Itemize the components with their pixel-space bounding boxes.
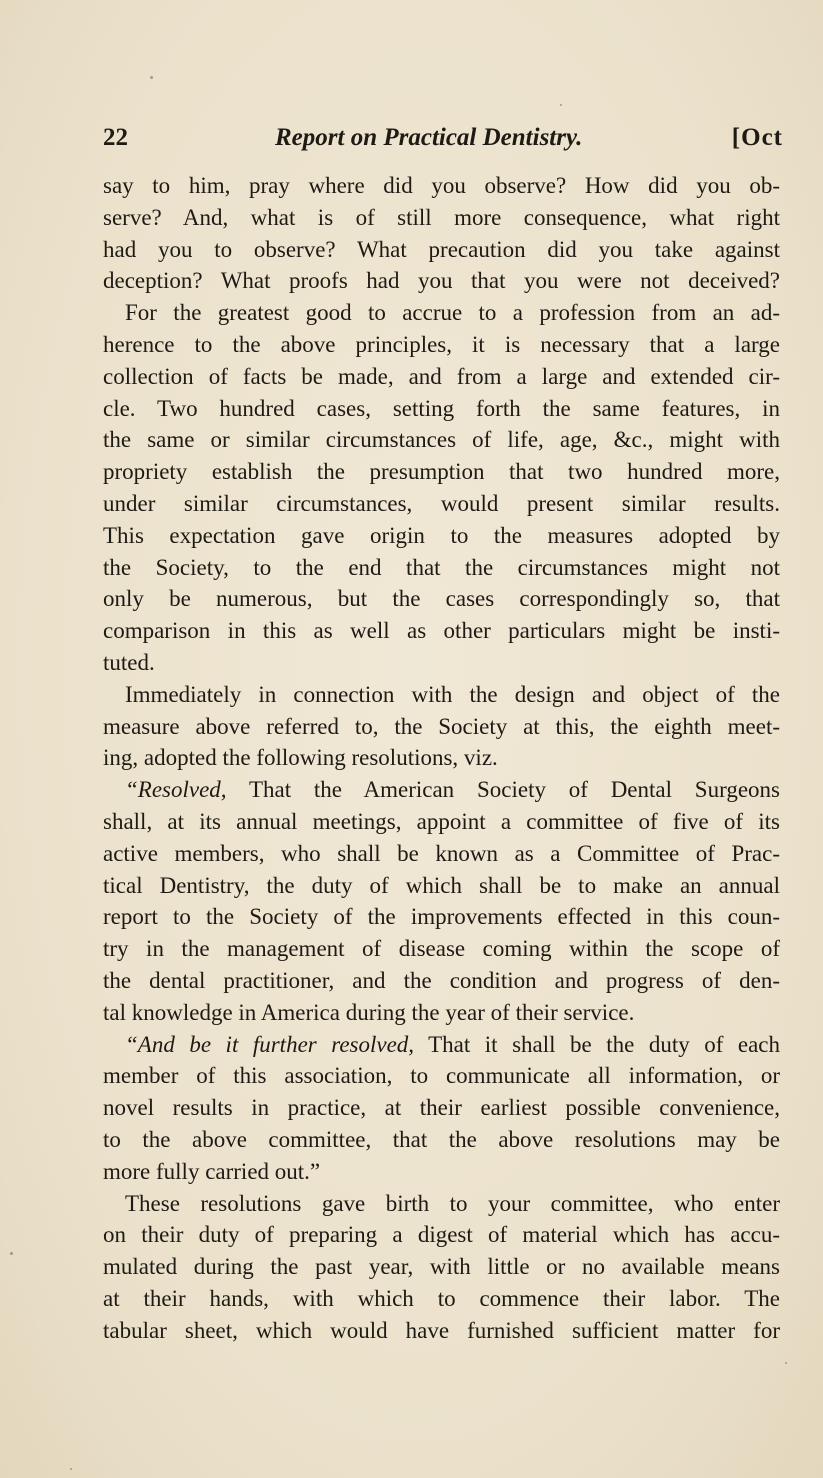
text-line: shall, at its annual meetings, appoint a committee of five of its <box>103 808 780 834</box>
text-line: cle. Two hundred cases, setting forth the same features, in <box>103 395 780 421</box>
text-line: measure above referred to, the Society at this, the eighth meet- <box>103 713 780 739</box>
text-line: to the above committee, that the above resolutions may be <box>103 1126 780 1152</box>
text-line: ing, adopted the following resolutions, viz. <box>103 745 498 771</box>
text-line: try in the management of disease coming within the scope of <box>103 936 780 962</box>
text-line: under similar circumstances, would present similar results. <box>103 490 780 516</box>
text-line: Immediately in connection with the design and object of the <box>125 681 780 707</box>
paper-speck <box>70 1468 72 1470</box>
text-line: This expectation gave origin to the measures adopted by <box>103 522 780 548</box>
text-line: herence to the above principles, it is necessary that a large <box>103 331 780 357</box>
text-line: tical Dentistry, the duty of which shall be to make an annual <box>103 872 780 898</box>
running-header <box>103 124 783 164</box>
text-line: active members, who shall be known as a Committee of Prac- <box>103 840 780 866</box>
text-line: propriety establish the presumption that two hundred more, <box>103 459 780 485</box>
text-line: at their hands, with which to commence their labor. The <box>103 1285 780 1311</box>
text-line: say to him, pray where did you observe? How did you ob- <box>103 173 780 198</box>
italic-lead: “And be it further resolved, <box>125 1031 415 1057</box>
text-line-rest: That it shall be the duty of each <box>414 1031 780 1057</box>
italic-lead: “Resolved, <box>125 777 227 803</box>
text-line: more fully carried out.” <box>103 1158 321 1184</box>
text-line: comparison in this as well as other particulars might be insti- <box>103 618 780 644</box>
text-line: novel results in practice, at their earliest possible convenience, <box>103 1095 780 1121</box>
text-line: report to the Society of the improvements effected in this coun- <box>103 904 780 930</box>
text-line: the Society, to the end that the circumstances might not <box>103 554 780 580</box>
text-line: on their duty of preparing a digest of material which has accu- <box>103 1222 780 1248</box>
text-line: serve? And, what is of still more consequence, what right <box>103 204 780 230</box>
paragraph <box>103 679 780 774</box>
text-line <box>103 774 780 806</box>
page-number: 22 <box>103 124 128 151</box>
text-line: only be numerous, but the cases correspondingly so, that <box>103 586 780 612</box>
resolution-paragraph <box>103 1029 780 1188</box>
text-line: For the greatest good to accrue to a profession from an ad- <box>125 300 780 326</box>
paper-speck <box>150 76 153 79</box>
text-line: the same or similar circumstances of life, age, &c., might with <box>103 427 780 453</box>
text-line: collection of facts be made, and from a large and extended cir- <box>103 363 780 389</box>
body-text <box>103 170 780 1346</box>
text-line: the dental practitioner, and the condition and progress of den- <box>103 967 780 993</box>
text-line: had you to observe? What precaution did you take against <box>103 236 780 262</box>
resolution-paragraph <box>103 774 780 1028</box>
text-line: member of this association, to communicate all information, or <box>103 1063 780 1089</box>
text-line: mulated during the past year, with little or no available means <box>103 1254 780 1280</box>
text-line <box>103 1029 780 1061</box>
paragraph <box>103 1188 780 1347</box>
text-line: deception? What proofs had you that you were not deceived? <box>103 268 780 294</box>
paper-speck <box>785 1362 787 1364</box>
text-line: tuted. <box>103 649 155 675</box>
running-month: [Oct <box>731 124 783 151</box>
text-line-rest: That the American Society of Dental Surgeons <box>226 777 780 803</box>
paper-speck <box>10 1252 13 1255</box>
paragraph <box>103 297 780 679</box>
paragraph <box>103 170 780 297</box>
text-line: tabular sheet, which would have furnished sufficient matter for <box>103 1317 780 1343</box>
text-line: tal knowledge in America during the year of their service. <box>103 999 635 1025</box>
paper-speck <box>560 104 562 106</box>
running-title: Report on Practical Dentistry. <box>275 124 583 151</box>
text-line: These resolutions gave birth to your committee, who enter <box>125 1190 780 1216</box>
